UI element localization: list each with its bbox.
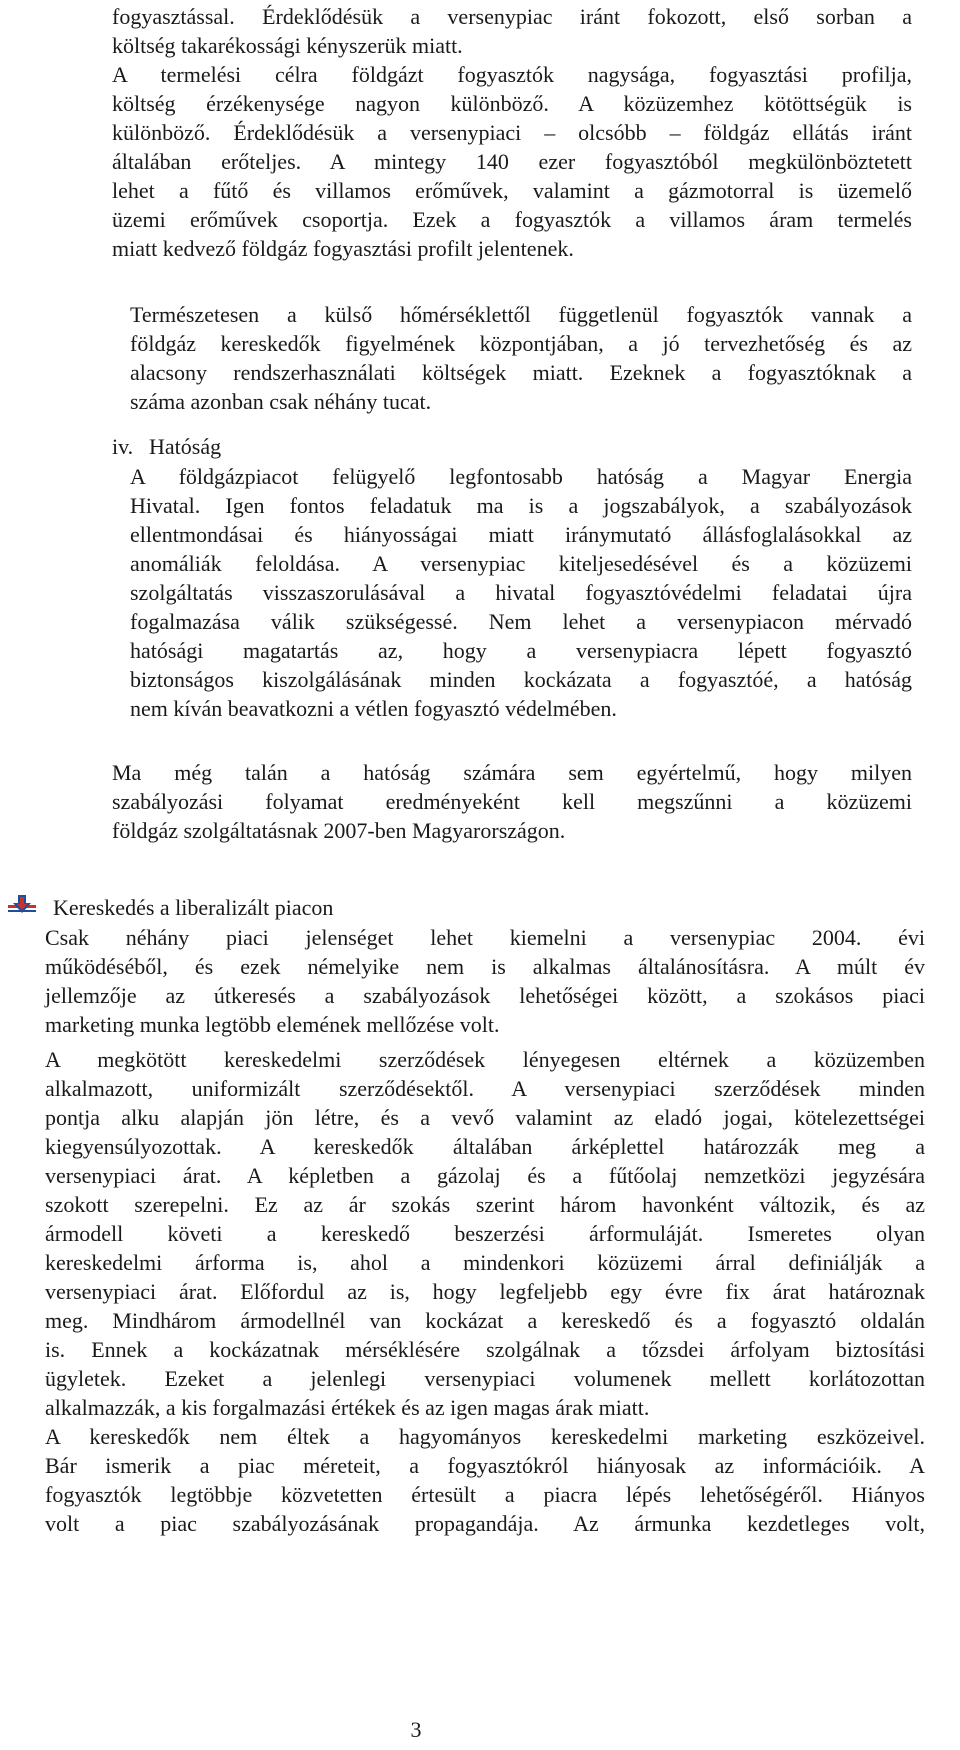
text-line: alacsony rendszerhasználati költségek miatt. Ezeknek a fogyasztóknak a: [130, 360, 912, 385]
text-line: alkalmazzák, a kis forgalmazási értékek és az igen magas árak miatt.: [45, 1395, 650, 1420]
contracts-paragraph: [45, 1045, 925, 1422]
text-line: Csak néhány piaci jelenséget lehet kiemelni a versenypiac 2004. évi: [45, 925, 925, 950]
text-line: miatt kedvező földgáz fogyasztási profilt jelentenek.: [112, 236, 574, 261]
marketing-paragraph: [45, 1422, 925, 1538]
regulation-paragraph: [112, 758, 912, 845]
text-line: üzemi erőművek csoportja. Ezek a fogyasztók a villamos áram termelés: [112, 207, 912, 232]
temperature-paragraph: [130, 300, 912, 416]
heading-number: iv.: [112, 434, 134, 459]
text-line: alkalmazott, uniformizált szerződésektől. A versenypiaci szerződések minden: [45, 1076, 925, 1101]
text-line: ármodell követi a kereskedő beszerzési árformuláját. Ismeretes olyan: [45, 1221, 925, 1246]
text-line: ellentmondásai és hiányosságai miatt iránymutató állásfoglalásokkal az: [130, 522, 912, 547]
text-line: különböző. Érdeklődésük a versenypiaci – olcsóbb – földgáz ellátás iránt: [112, 120, 912, 145]
text-line: költség érzékenysége nagyon különböző. A közüzemhez kötöttségük is: [112, 91, 912, 116]
text-line: A megkötött kereskedelmi szerződések lényegesen eltérnek a közüzemben: [45, 1047, 925, 1072]
text-line: anomáliák feloldása. A versenypiac kiteljesedésével és a közüzemi: [130, 551, 912, 576]
text-line: fogyasztással. Érdeklődésük a versenypiac iránt fokozott, első sorban a: [112, 4, 912, 29]
text-line: Bár ismerik a piac méreteit, a fogyasztókról hiányosak az információik. A: [45, 1453, 925, 1478]
heading-title: Hatóság: [149, 434, 222, 459]
text-line: nem kíván beavatkozni a vétlen fogyasztó védelmében.: [130, 696, 617, 721]
text-line: földgáz kereskedők figyelmének központjában, a jó tervezhetőség és az: [130, 331, 912, 356]
text-line: ügyletek. Ezeket a jelenlegi versenypiaci volumenek mellett korlátozottan: [45, 1366, 925, 1391]
text-line: A termelési célra földgázt fogyasztók nagysága, fogyasztási profilja,: [112, 62, 912, 87]
text-line: földgáz szolgáltatásnak 2007-ben Magyarországon.: [112, 818, 566, 843]
authority-paragraph: [130, 462, 912, 723]
text-line: A földgázpiacot felügyelő legfontosabb hatóság a Magyar Energia: [130, 464, 912, 489]
text-line: versenypiaci árat. A képletben a gázolaj és a fűtőolaj nemzetközi jegyzésára: [45, 1163, 925, 1188]
market-paragraph: [45, 923, 925, 1039]
text-line: szabályozási folyamat eredményeként kell megszűnni a közüzemi: [112, 789, 912, 814]
text-line: működéséből, és ezek némelyike nem is alkalmas általánosításra. A múlt év: [45, 954, 925, 979]
text-line: versenypiaci árat. Előfordul az is, hogy legfeljebb egy évre fix árat határoznak: [45, 1279, 925, 1304]
text-line: is. Ennek a kockázatnak mérséklésére szolgálnak a tőzsdei árfolyam biztosítási: [45, 1337, 925, 1362]
text-line: költség takarékossági kényszerük miatt.: [112, 33, 463, 58]
text-line: biztonságos kiszolgálásának minden kockázata a fogyasztóé, a hatóság: [130, 667, 912, 692]
page-number: 3: [410, 1717, 422, 1742]
text-line: kiegyensúlyozottak. A kereskedők általában árképlettel határozzák meg a: [45, 1134, 925, 1159]
arrow-down-bullet-icon: [8, 895, 36, 919]
section-title: Kereskedés a liberalizált piacon: [53, 895, 334, 920]
authority-heading: [112, 432, 912, 461]
text-line: száma azonban csak néhány tucat.: [130, 389, 432, 414]
text-line: marketing munka legtöbb elemének mellőzése volt.: [45, 1012, 500, 1037]
intro-paragraph: [112, 2, 912, 263]
text-line: meg. Mindhárom ármodellnél van kockázat a kereskedő és a fogyasztó oldalán: [45, 1308, 925, 1333]
text-line: lehet a fűtő és villamos erőművek, valamint a gázmotorral is üzemelő: [112, 178, 912, 203]
text-line: A kereskedők nem éltek a hagyományos kereskedelmi marketing eszközeivel.: [45, 1424, 925, 1449]
text-line: fogyasztók legtöbbje közvetetten értesült a piacra lépés lehetőségéről. Hiányos: [45, 1482, 925, 1507]
text-line: Természetesen a külső hőmérséklettől függetlenül fogyasztók vannak a: [130, 302, 912, 327]
text-line: Hivatal. Igen fontos feladatuk ma is a jogszabályok, a szabályozások: [130, 493, 912, 518]
text-line: kereskedelmi árforma is, ahol a mindenkori közüzemi árral definiálják a: [45, 1250, 925, 1275]
text-line: volt a piac szabályozásának propagandája. Az ármunka kezdetleges volt,: [45, 1511, 925, 1536]
text-line: szolgáltatás visszaszorulásával a hivatal fogyasztóvédelmi feladatai újra: [130, 580, 912, 605]
text-line: szokott szerepelni. Ez az ár szokás szerint három havonként változik, és az: [45, 1192, 925, 1217]
text-line: Ma még talán a hatóság számára sem egyértelmű, hogy milyen: [112, 760, 912, 785]
text-line: fogalmazása válik szükségessé. Nem lehet a versenypiacon mérvadó: [130, 609, 912, 634]
text-line: általában erőteljes. A mintegy 140 ezer fogyasztóból megkülönböztetett: [112, 149, 912, 174]
text-line: hatósági magatartás az, hogy a versenypiacra lépett fogyasztó: [130, 638, 912, 663]
text-line: jellemzője az útkeresés a szabályozások lehetőségei között, a szokásos piaci: [45, 983, 925, 1008]
text-line: pontja alku alapján jön létre, és a vevő valamint az eladó jogai, kötelezettségei: [45, 1105, 925, 1130]
